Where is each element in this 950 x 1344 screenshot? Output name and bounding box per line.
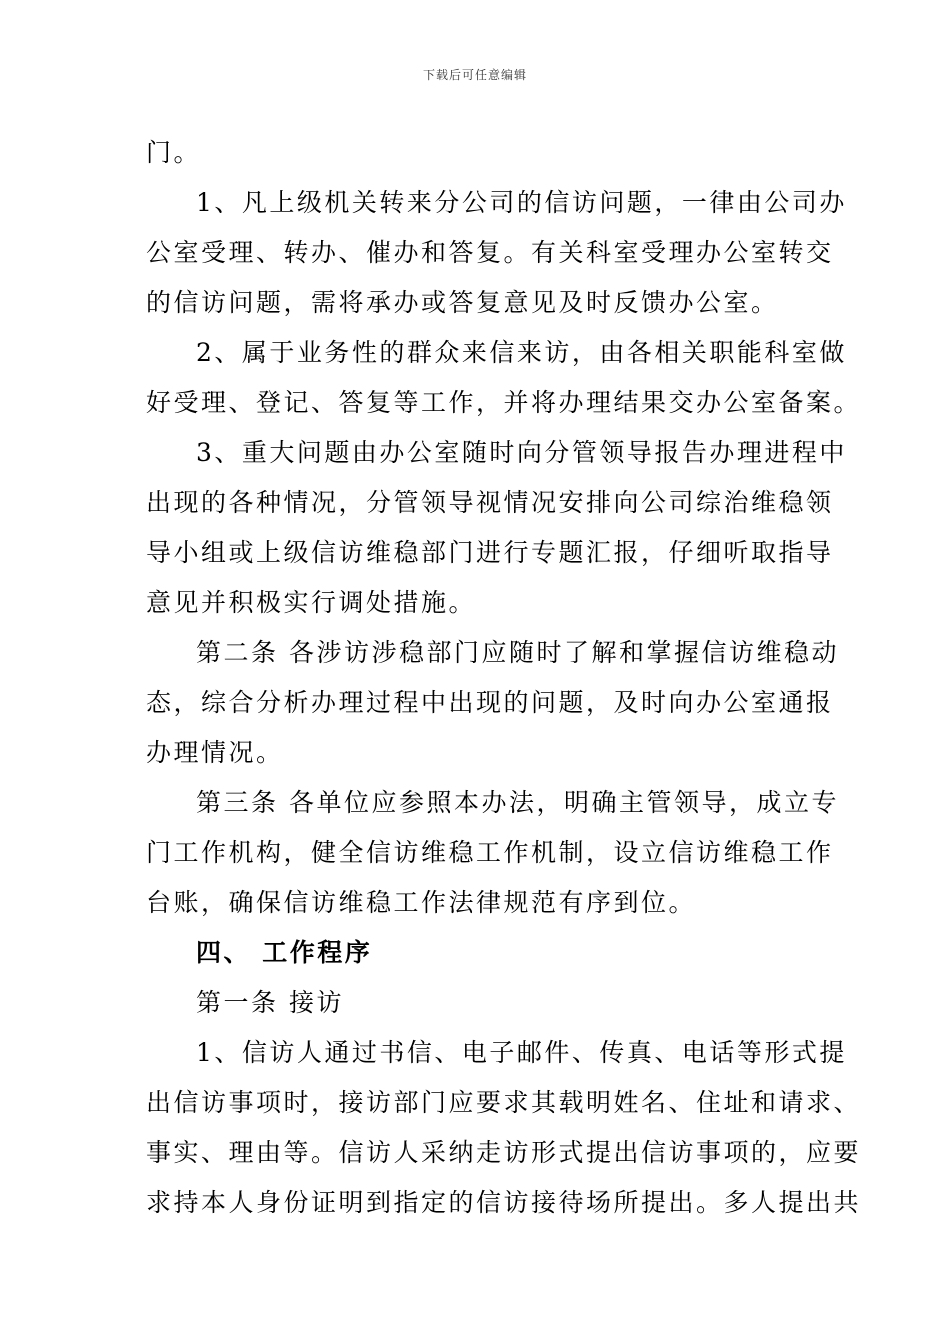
- text-line: 出现的各种情况，分管领导视情况安排向公司综治维稳领: [146, 488, 834, 517]
- text-line: 公室受理、转办、催办和答复。有关科室受理办公室转交: [146, 238, 834, 267]
- text-line: 台账，确保信访维稳工作法律规范有序到位。: [146, 888, 697, 917]
- text-line: 事实、理由等。信访人采纳走访形式提出信访事项的，应要: [146, 1138, 862, 1167]
- text-line: 3、重大问题由办公室随时向分管领导报告办理进程中: [196, 438, 847, 467]
- text-line: 2、属于业务性的群众来信来访，由各相关职能科室做: [196, 338, 847, 367]
- text-line: 门工作机构，健全信访维稳工作机制，设立信访维稳工作: [146, 838, 834, 867]
- text-line: 1、凡上级机关转来分公司的信访问题，一律由公司办: [196, 188, 847, 217]
- document-body: [146, 128, 862, 1228]
- text-line: 导小组或上级信访维稳部门进行专题汇报，仔细听取指导: [146, 538, 834, 567]
- text-line: 1、信访人通过书信、电子邮件、传真、电话等形式提: [196, 1038, 847, 1067]
- text-line: 第三条 各单位应参照本办法，明确主管领导，成立专: [196, 788, 839, 817]
- text-line: 态，综合分析办理过程中出现的问题，及时向办公室通报: [146, 688, 834, 717]
- text-line: 第一条 接访: [196, 988, 344, 1017]
- text-line: 办理情况。: [146, 738, 284, 767]
- header-note: 下载后可任意编辑: [422, 68, 527, 82]
- text-line: 的信访问题，需将承办或答复意见及时反馈办公室。: [146, 288, 779, 317]
- text-line: 好受理、登记、答复等工作，并将办理结果交办公室备案。: [146, 388, 862, 417]
- text-line: 求持本人身份证明到指定的信访接待场所提出。多人提出共: [146, 1188, 862, 1217]
- section-heading: 四、 工作程序: [196, 938, 373, 967]
- text-line: 门。: [146, 138, 202, 167]
- text-line: 第二条 各涉访涉稳部门应随时了解和掌握信访维稳动: [196, 638, 839, 667]
- text-line: 出信访事项时，接访部门应要求其载明姓名、住址和请求、: [146, 1088, 862, 1117]
- text-line: 意见并积极实行调处措施。: [146, 588, 477, 617]
